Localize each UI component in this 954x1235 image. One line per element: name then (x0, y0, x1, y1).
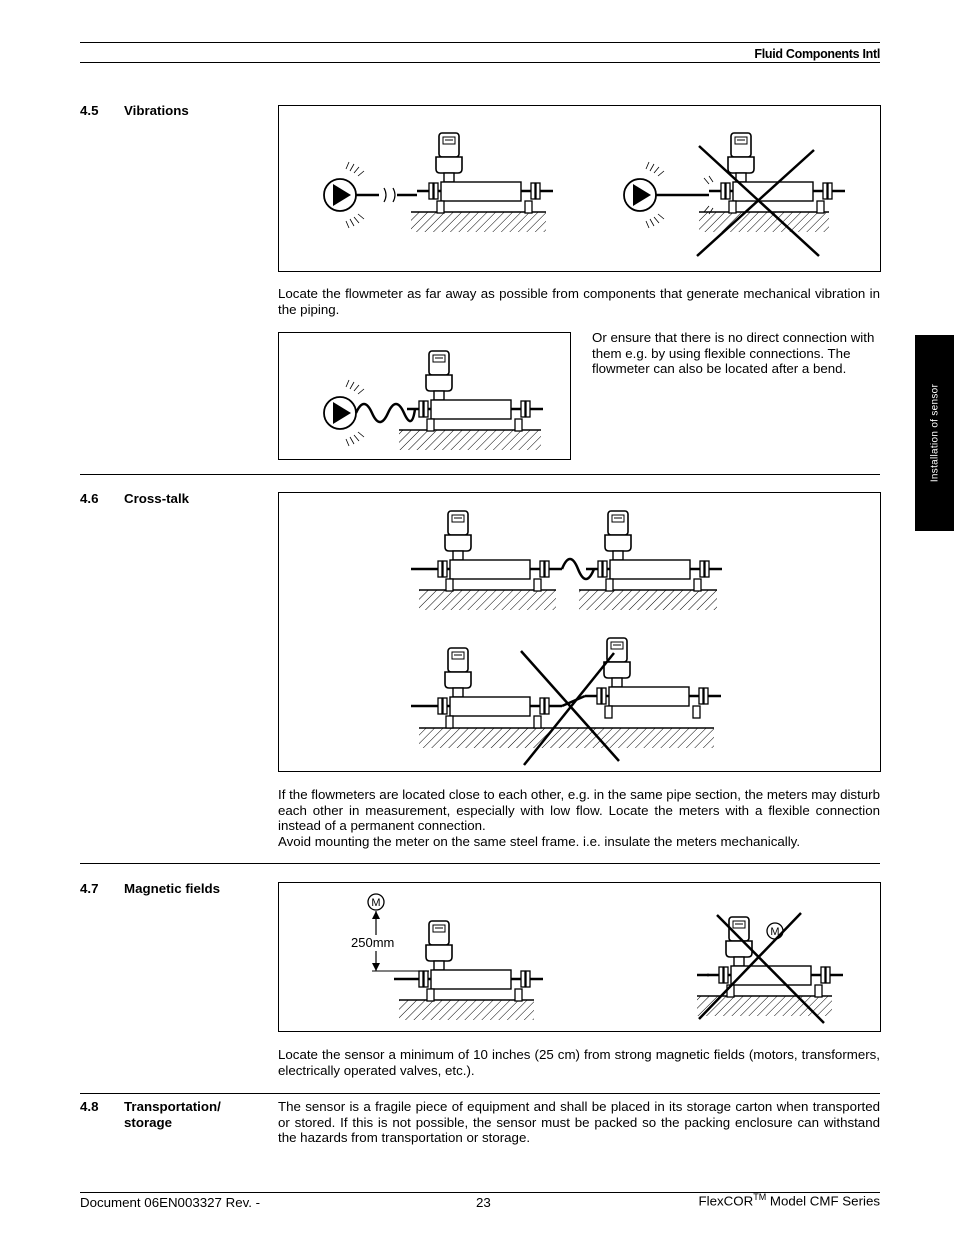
footer-series: Model CMF Series (766, 1193, 880, 1209)
section-title-transport-line1: Transportation/ (124, 1099, 221, 1114)
header-rule-bottom (80, 62, 880, 63)
figure-flexible-connection (278, 332, 571, 460)
transport-para1: The sensor is a fragile piece of equipment and shall be placed in its storage carton when transported or stored. If this is not possible, the sensor must be packed so the packing enclosure can withstand the hazards from transportation or storage. (278, 1099, 880, 1145)
figure-vibrations-drawing (279, 106, 882, 273)
header-brand: Fluid Components Intl (754, 47, 880, 61)
section-title-transport (124, 1099, 221, 1131)
section-number-magnetic: 4.7 (80, 881, 99, 896)
motor-symbol-left: M (371, 897, 381, 909)
figure-cross-talk (278, 492, 881, 772)
distance-label: 250mm (351, 935, 395, 950)
side-tab-label: Installation of sensor (929, 383, 940, 483)
section-divider-1 (80, 474, 880, 475)
section-number-vibrations: 4.5 (80, 103, 99, 118)
figure-flexible-connection-drawing (279, 333, 572, 461)
header-rule-top (80, 42, 880, 43)
cross-talk-para1: If the flowmeters are located close to each other, e.g. in the same pipe section, the meters may disturb each other in measurement, especially with low flow. Locate the meters with a flexible connection instead of a permanent connection. (278, 787, 880, 833)
footer-page-number: 23 (476, 1195, 491, 1210)
footer-product (699, 1192, 880, 1208)
section-number-transport: 4.8 (80, 1099, 99, 1114)
figure-magnetic (278, 882, 881, 1032)
section-number-cross-talk: 4.6 (80, 491, 99, 506)
section-divider-2 (80, 863, 880, 864)
motor-symbol-right: M (770, 926, 780, 938)
section-title-magnetic: Magnetic fields (124, 881, 221, 896)
magnetic-para1: Locate the sensor a minimum of 10 inches (25 cm) from strong magnetic fields (motors, transformers, electrically operated valves, etc.). (278, 1047, 880, 1078)
section-divider-3 (80, 1093, 880, 1094)
section-title-vibrations: Vibrations (124, 103, 189, 118)
footer-document: Document 06EN003327 Rev. - (80, 1195, 261, 1210)
footer-product-name: FlexCOR (698, 1193, 754, 1209)
figure-magnetic-drawing (279, 883, 882, 1033)
cross-talk-para2: Avoid mounting the meter on the same steel frame. i.e. insulate the meters mechanically. (278, 834, 801, 849)
vibrations-para1: Locate the flowmeter as far away as possible from components that generate mechanical vibration in the piping. (278, 286, 880, 317)
figure-cross-talk-drawing (279, 493, 882, 773)
side-tab (915, 335, 954, 531)
section-title-transport-line2: storage (124, 1115, 173, 1130)
figure-vibrations (278, 105, 881, 272)
section-title-cross-talk: Cross-talk (124, 491, 190, 506)
footer-trademark: TM (753, 1192, 767, 1202)
vibrations-para2: Or ensure that there is no direct connection with them e.g. by using flexible connections. The flowmeter can also be located after a bend. (592, 330, 875, 376)
